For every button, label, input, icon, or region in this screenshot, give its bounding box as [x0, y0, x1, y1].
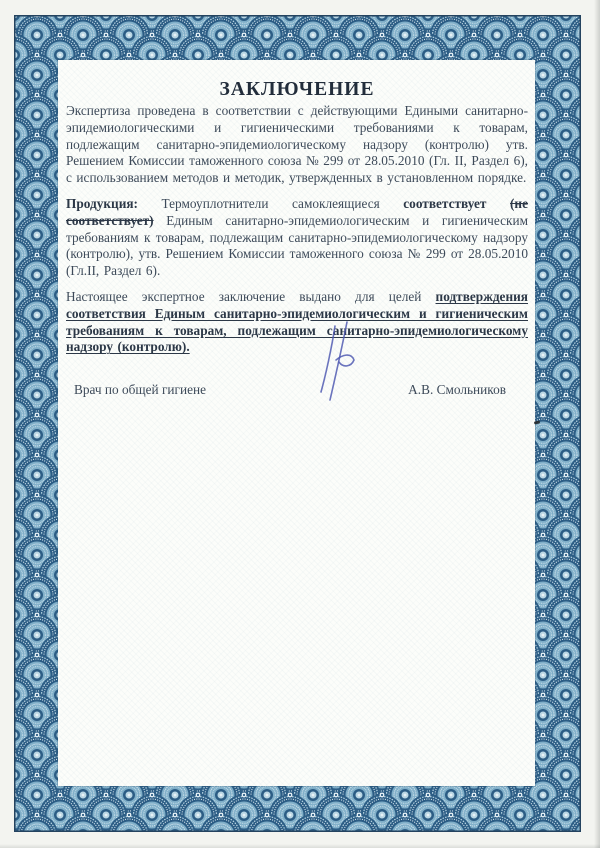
product-name-text: Термоуплотнители самоклеящиеся: [161, 195, 380, 211]
document-title: ЗАКЛЮЧЕНИЕ: [219, 79, 375, 100]
verdict-struck-alternative: (не соответствует): [66, 195, 528, 228]
document-body-panel: [58, 60, 535, 786]
paragraph-product: [66, 196, 528, 280]
certificate-page: [14, 15, 581, 832]
paragraph-purpose: [66, 289, 528, 356]
verdict-text: соответствует: [403, 195, 487, 211]
purpose-intro-text: Настоящее экспертное заключение выдано для целей: [66, 288, 422, 304]
expertise-text: Экспертиза проведена в соответствии с действующими Едиными санитарно-эпидемиологическими и гигиеническими требованиями к товарам, подлежащим санитарно-эпидемиологическому надзору (контролю) утв. Решением Комиссии таможенного союза № 299 от 28.05.2010 (Гл. II, Раздел 6), с использованием методов и методик, утвержденных в установленном порядке.: [66, 103, 528, 186]
scan-edge-shadow-bottom: [0, 844, 600, 848]
product-requirements-text: Единым санитарно-эпидемиологическим и гигиеническим требованиям к товарам, подлежащим санитарно-эпидемиологическому надзору (контролю), утв. Решением Комиссии таможенного союза № 299 от 28.05.2010 (Гл.II, Раздел 6).: [66, 212, 528, 279]
product-label: Продукция:: [66, 195, 138, 211]
signer-role: Врач по общей гигиене: [74, 382, 207, 398]
scan-edge-shadow-right: [594, 0, 600, 848]
paragraph-expertise: [66, 103, 528, 187]
signature-row: [66, 382, 528, 398]
purpose-emphasized-text: подтверждения соответствия Единым санитарно-эпидемиологическим и гигиеническим требованиям к товарам, подлежащим санитарно-эпидемиологическому надзору (контролю).: [66, 288, 528, 355]
signer-name: А.В. Смольников: [408, 382, 506, 398]
